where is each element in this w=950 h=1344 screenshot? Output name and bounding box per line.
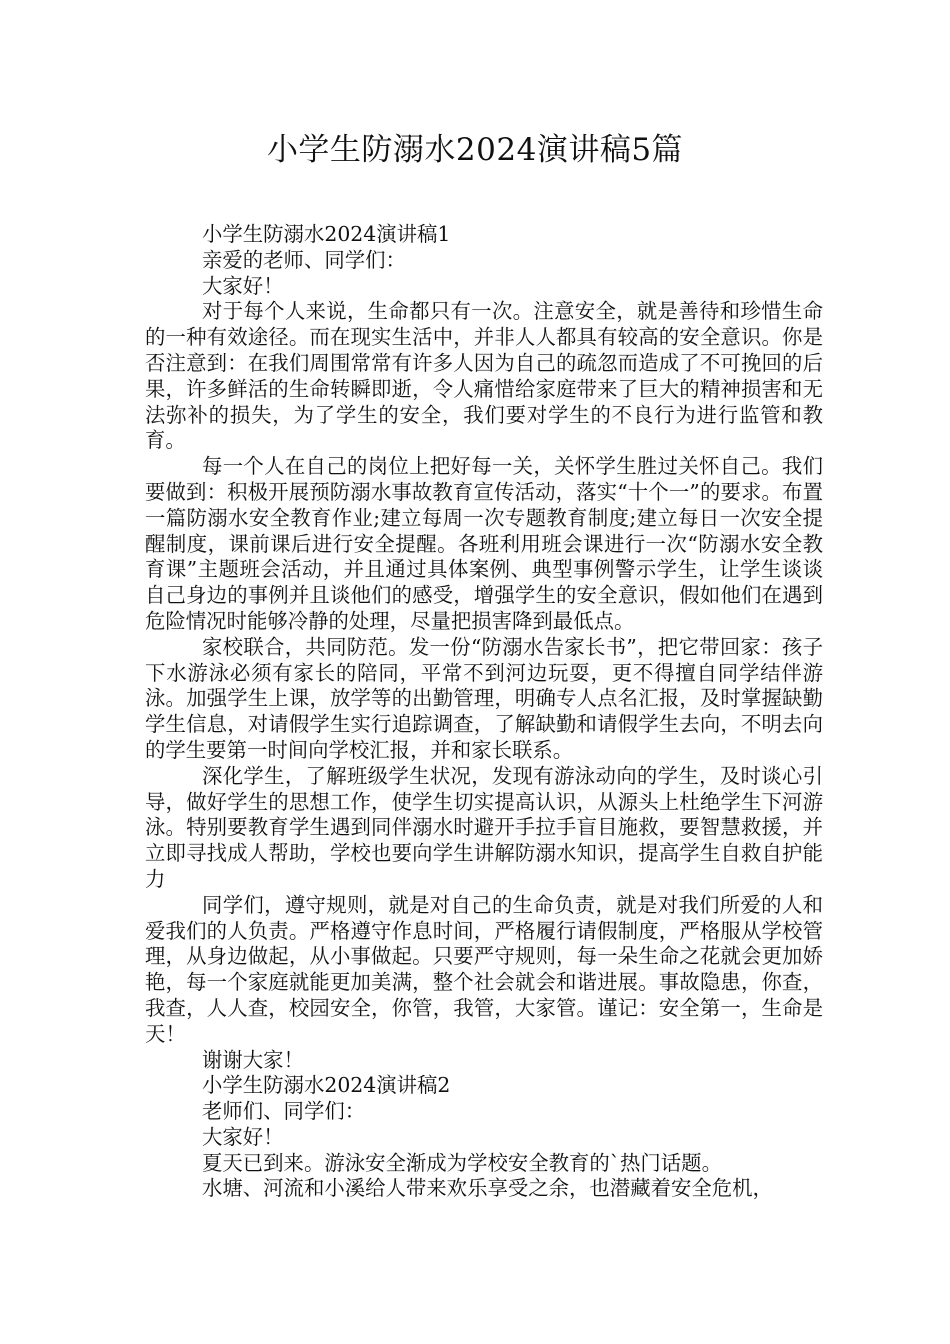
speech-1-paragraph: 每一个人在自己的岗位上把好每一关，关怀学生胜过关怀自己。我们要做到：积极开展预防溺水事故教育宣传活动，落实“十个一”的要求。布置一篇防溺水安全教育作业;建立每周一次专题教育制度;建立每日一次安全提醒制度，课前课后进行安全提醒。各班利用班会课进行一次“防溺水安全教育课”主题班会活动，并且通过具体案例、典型事例警示学生，让学生谈谈自己身边的事例并且谈他们的感受，增强学生的安全意识，假如他们在遇到危险情况时能够冷静的处理，尽量把损害降到最低点。 (145, 454, 823, 633)
speech-1-salutation: 亲爱的老师、同学们： (202, 247, 406, 272)
speech-1-closing: 谢谢大家！ (202, 1047, 304, 1072)
speech-2-line: 夏天已到来。游泳安全渐成为学校安全教育的`热门话题。 (202, 1150, 722, 1175)
speech-2-salutation: 老师们、同学们： (202, 1099, 366, 1124)
speech-1-paragraph: 家校联合，共同防范。发一份“防溺水告家长书”，把它带回家：孩子下水游泳必须有家长的陪同，平常不到河边玩耍，更不得擅自同学结伴游泳。加强学生上课，放学等的出勤管理，明确专人点名汇报，及时掌握缺勤学生信息，对请假学生实行追踪调查，了解缺勤和请假学生去向，不明去向的学生要第一时间向学校汇报，并和家长联系。 (145, 634, 823, 762)
document-title: 小学生防溺水2024演讲稿5篇 (266, 132, 684, 168)
speech-2-greeting: 大家好！ (202, 1124, 284, 1149)
speech-1-paragraph: 深化学生，了解班级学生状况，发现有游泳动向的学生，及时谈心引导，做好学生的思想工作，使学生切实提高认识，从源头上杜绝学生下河游泳。特别要教育学生遇到同伴溺水时避开手拉手盲目施救，要智慧救援，并立即寻找成人帮助，学校也要向学生讲解防溺水知识，提高学生自救自护能力 (145, 763, 823, 891)
speech-1-greeting: 大家好！ (202, 273, 284, 298)
document-body (145, 222, 823, 1202)
speech-1-heading: 小学生防溺水2024演讲稿1 (202, 222, 451, 246)
speech-2-line: 水塘、河流和小溪给人带来欢乐享受之余，也潜藏着安全危机， (202, 1176, 773, 1201)
speech-1-paragraph: 对于每个人来说，生命都只有一次。注意安全，就是善待和珍惜生命的一种有效途径。而在现实生活中，并非人人都具有较高的安全意识。你是否注意到：在我们周围常常有许多人因为自己的疏忽而造成了不可挽回的后果，许多鲜活的生命转瞬即逝，令人痛惜给家庭带来了巨大的精神损害和无法弥补的损失，为了学生的安全，我们要对学生的不良行为进行监管和教育。 (145, 299, 823, 453)
speech-2-heading: 小学生防溺水2024演讲稿2 (202, 1073, 451, 1098)
speech-1-paragraph: 同学们，遵守规则，就是对自己的生命负责，就是对我们所爱的人和爱我们的人负责。严格遵守作息时间，严格履行请假制度，严格服从学校管理，从身边做起，从小事做起。只要严守规则，每一朵生命之花就会更加娇艳，每一个家庭就能更加美满，整个社会就会和谐进展。事故隐患，你查，我查，人人查，校园安全，你管，我管，大家管。谨记：安全第一，生命是天！ (145, 892, 823, 1046)
